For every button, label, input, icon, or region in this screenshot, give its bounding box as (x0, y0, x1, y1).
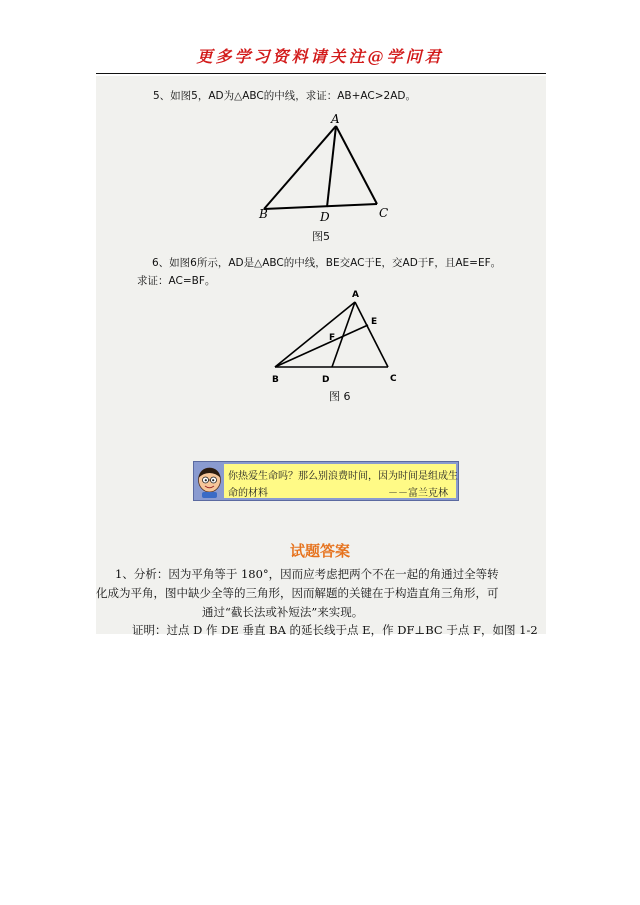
figure-6-caption: 图 6 (329, 390, 351, 403)
problem-6-text-line2: 求证：AC=BF。 (137, 275, 216, 287)
answer-line-3: 通过“截长法或补短法”来实现。 (202, 605, 364, 619)
problem-5-text: 5、如图5，AD为△ABC的中线，求证：AB+AC>2AD。 (153, 90, 416, 102)
quote-author: －－富兰克林 (388, 488, 448, 499)
label-b: B (259, 207, 268, 221)
segment-ac-6 (355, 302, 388, 367)
page-header-title: 更多学习资料请关注@学问君 (196, 47, 444, 66)
label-c-6: C (390, 374, 397, 384)
answer-line-2: 化成为平角，图中缺少全等的三角形，因而解题的关键在于构造直角三角形，可 (96, 586, 499, 600)
answer-line-1: 1、分析：因为平角等于 180°，因而应考虑把两个不在一起的角通过全等转 (115, 567, 499, 581)
label-b-6: B (272, 375, 279, 385)
quote-line-1: 你热爱生命吗？那么别浪费时间，因为时间是组成生 (228, 471, 458, 482)
answer-line-4: 证明：过点 D 作 DE 垂直 BA 的延长线于点 E，作 DF⊥BC 于点 F，如图 1-2 (132, 623, 538, 637)
quote-banner (193, 461, 459, 501)
label-e-6: E (371, 317, 378, 327)
label-c: C (379, 206, 389, 220)
cartoon-boy-icon (196, 465, 223, 498)
quote-line-2: 命的材料 (228, 488, 268, 499)
label-a: A (331, 112, 340, 126)
problem-6-text-line1: 6、如图6所示，AD是△ABC的中线，BE交AC于E，交AD于F，且AE=EF。 (152, 257, 502, 269)
segment-be-6 (275, 325, 368, 367)
label-a-6: A (352, 290, 359, 300)
quote-banner-text-area (224, 464, 456, 498)
answers-section-title: 试题答案 (289, 542, 350, 560)
label-d-6: D (322, 375, 330, 385)
label-d: D (320, 210, 330, 224)
figure-5-caption: 图5 (312, 230, 330, 243)
label-f-6: F (329, 333, 336, 343)
